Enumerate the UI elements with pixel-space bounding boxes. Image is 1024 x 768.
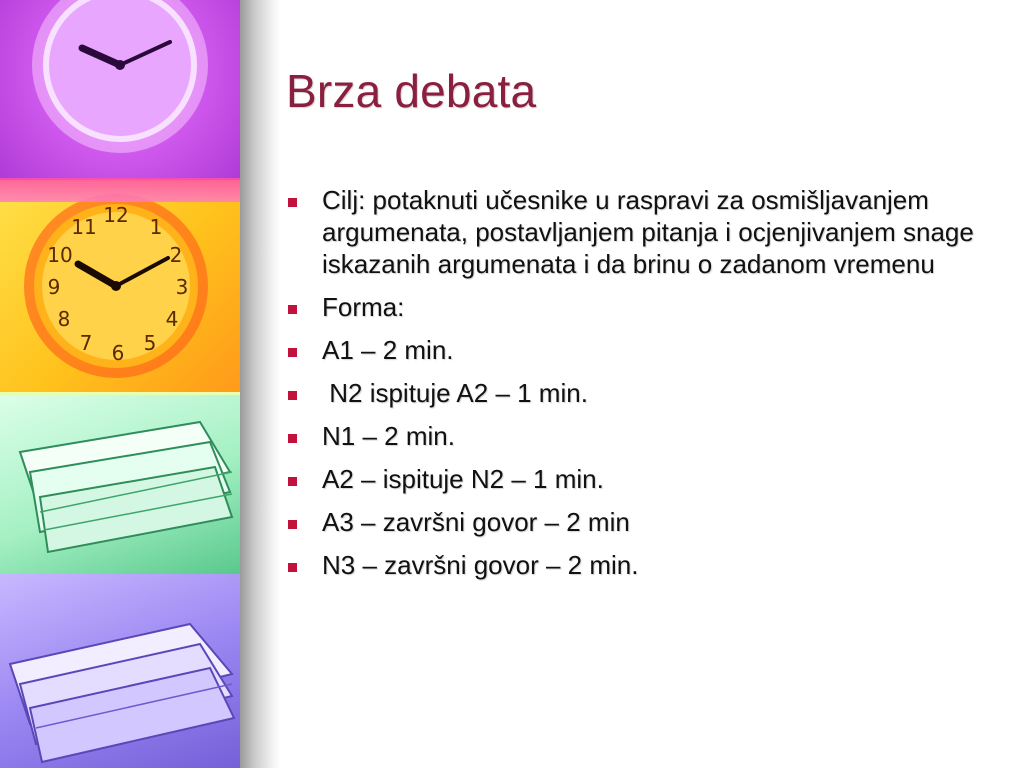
- bullet-item: [286, 463, 1006, 495]
- bullet-text: Cilj: potaknuti učesnike u raspravi za osmišljavanjem argumenata, postavljanjem pitanja i ocjenjivanjem snage iskazanih argumenata i da brinu o zadanom vremenu: [322, 185, 982, 279]
- bullet-marker: [288, 305, 297, 314]
- bullet-text: A3 – završni govor – 2 min: [322, 507, 630, 537]
- bullet-item: [286, 291, 1006, 323]
- books-icon: [0, 412, 240, 572]
- purple-clock-panel: [0, 0, 240, 180]
- bullet-item: [286, 549, 1006, 581]
- bullet-marker: [288, 563, 297, 572]
- svg-text:9: 9: [47, 275, 61, 299]
- bullet-item: [286, 334, 1006, 366]
- bullet-marker: [288, 434, 297, 443]
- bullet-marker: [288, 477, 297, 486]
- bullet-list: [286, 184, 1006, 592]
- yellow-clock-panel: [0, 180, 240, 392]
- bullet-text: A1 – 2 min.: [322, 335, 454, 365]
- svg-text:5: 5: [143, 331, 157, 355]
- svg-text:2: 2: [169, 243, 183, 267]
- bullet-text: A2 – ispituje N2 – 1 min.: [322, 464, 604, 494]
- bullet-text: Forma:: [322, 292, 405, 322]
- bullet-marker: [288, 198, 297, 207]
- bullet-text: N1 – 2 min.: [322, 421, 455, 451]
- bullet-marker: [288, 520, 297, 529]
- slide-title: Brza debata: [286, 65, 537, 117]
- pink-band: [0, 178, 240, 202]
- svg-text:4: 4: [165, 307, 179, 331]
- svg-text:3: 3: [175, 275, 189, 299]
- clock-icon: [16, 186, 216, 386]
- svg-text:12: 12: [103, 203, 129, 227]
- bullet-item: [286, 184, 1006, 280]
- clock-icon: [20, 0, 220, 170]
- bullet-text: N2 ispituje A2 – 1 min.: [322, 378, 588, 408]
- bullet-item: [286, 506, 1006, 538]
- bullet-item: [286, 377, 1006, 409]
- svg-text:10: 10: [47, 243, 73, 267]
- lavender-books-panel: [0, 574, 240, 768]
- bullet-text: N3 – završni govor – 2 min.: [322, 550, 639, 580]
- svg-text:7: 7: [79, 331, 93, 355]
- green-books-panel: [0, 392, 240, 574]
- svg-text:11: 11: [71, 215, 97, 239]
- bullet-marker: [288, 348, 297, 357]
- bullet-item: [286, 420, 1006, 452]
- svg-text:6: 6: [111, 341, 125, 365]
- books-icon: [0, 604, 240, 764]
- svg-text:8: 8: [57, 307, 71, 331]
- panel-divider: [0, 392, 240, 395]
- strip-shadow: [240, 0, 280, 768]
- decorative-image-strip: [0, 0, 240, 768]
- svg-text:1: 1: [149, 215, 163, 239]
- bullet-marker: [288, 391, 297, 400]
